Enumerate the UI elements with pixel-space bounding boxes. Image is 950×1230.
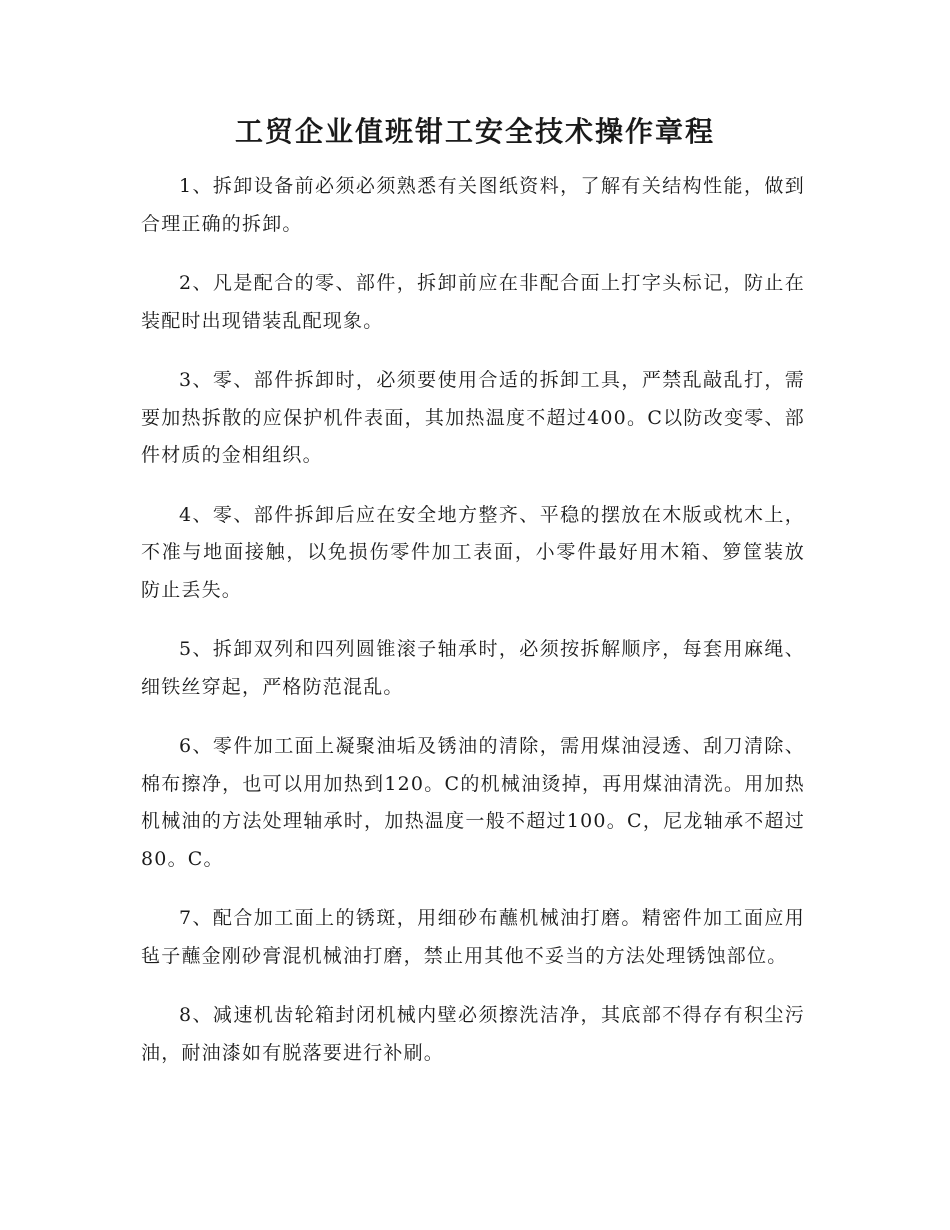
paragraph-5: 5、拆卸双列和四列圆锥滚子轴承时，必须按拆解顺序，每套用麻绳、细铁丝穿起，严格防范混乱。 <box>141 638 805 698</box>
document-body <box>141 168 805 1094</box>
paragraph-1: 1、拆卸设备前必须必须熟悉有关图纸资料，了解有关结构性能，做到合理正确的拆卸。 <box>141 175 805 235</box>
paragraph-6: 6、零件加工面上凝聚油垢及锈油的清除，需用煤油浸透、刮刀清除、棉布擦净，也可以用加热到120。C的机械油烫掉，再用煤油清洗。用加热机械油的方法处理轴承时，加热温度一般不超过100。C，尼龙轴承不超过80。C。 <box>141 735 805 870</box>
paragraph-3: 3、零、部件拆卸时，必须要使用合适的拆卸工具，严禁乱敲乱打，需要加热拆散的应保护机件表面，其加热温度不超过400。C以防改变零、部件材质的金相组织。 <box>141 369 805 466</box>
paragraph-4: 4、零、部件拆卸后应在安全地方整齐、平稳的摆放在木版或枕木上，不准与地面接触，以免损伤零件加工表面，小零件最好用木箱、箩筐装放防止丢失。 <box>141 503 805 601</box>
paragraph-2: 2、凡是配合的零、部件，拆卸前应在非配合面上打字头标记，防止在装配时出现错装乱配现象。 <box>141 272 805 332</box>
paragraph-8: 8、减速机齿轮箱封闭机械内壁必须擦洗洁净，其底部不得存有积尘污油，耐油漆如有脱落要进行补刷。 <box>141 1004 805 1064</box>
paragraph-7: 7、配合加工面上的锈斑，用细砂布蘸机械油打磨。精密件加工面应用毡子蘸金刚砂膏混机械油打磨，禁止用其他不妥当的方法处理锈蚀部位。 <box>141 907 805 967</box>
document-title: 工贸企业值班钳工安全技术操作章程 <box>234 115 715 148</box>
